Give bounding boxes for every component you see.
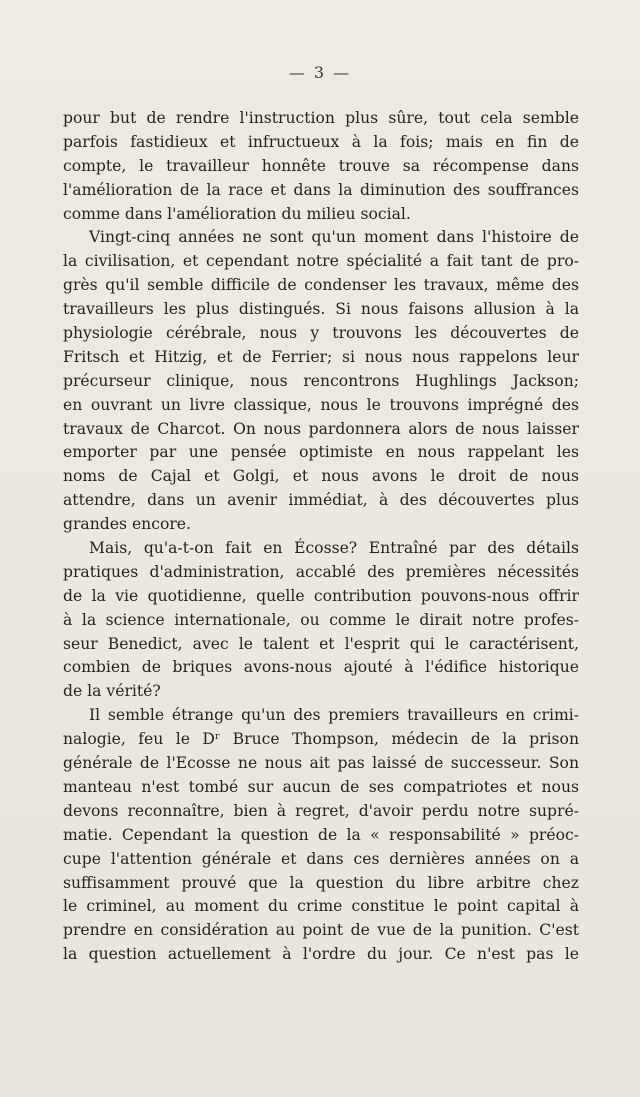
paragraph — [63, 704, 579, 967]
text-line: combien de briques avons-nous ajouté à l'édifice historique — [63, 658, 579, 677]
text-line: comme dans l'amélioration du milieu social. — [63, 204, 411, 223]
paragraph — [63, 226, 579, 537]
text-line: seur Benedict, avec le talent et l'esprit qui le caractérisent, — [63, 634, 579, 653]
text-line: parfois fastidieux et infructueux à la fois; mais en fin de — [63, 132, 579, 151]
text-line: à la science internationale, ou comme le dirait notre profes- — [63, 610, 579, 629]
text-line: noms de Cajal et Golgi, et nous avons le droit de nous — [63, 467, 579, 486]
text-line: cupe l'attention générale et dans ces dernières années on a — [63, 849, 579, 868]
text-line: pratiques d'administration, accablé des premières nécessités — [63, 562, 579, 581]
text-line: travaux de Charcot. On nous pardonnera alors de nous laisser — [63, 419, 579, 438]
text-line: précurseur clinique, nous rencontrons Hughlings Jackson; — [63, 371, 579, 390]
text-line: en ouvrant un livre classique, nous le trouvons imprégné des — [63, 395, 579, 414]
text-line: Mais, qu'a-t-on fait en Écosse? Entraîné par des détails — [89, 539, 579, 558]
text-line: la question actuellement à l'ordre du jour. Ce n'est pas le — [63, 945, 579, 964]
text-line: le criminel, au moment du crime constitue le point capital à — [63, 897, 579, 916]
text-line: Vingt-cinq années ne sont qu'un moment dans l'histoire de — [89, 228, 579, 247]
text-line: compte, le travailleur honnête trouve sa récompense dans — [63, 156, 579, 175]
text-line: devons reconnaître, bien à regret, d'avoir perdu notre supré- — [63, 801, 579, 820]
paragraph — [63, 107, 579, 226]
text-line: emporter par une pensée optimiste en nous rappelant les — [63, 443, 579, 462]
text-line: de la vérité? — [63, 682, 161, 701]
text-line: de la vie quotidienne, quelle contribution pouvons-nous offrir — [63, 586, 579, 605]
text-line: grandes encore. — [63, 515, 191, 534]
text-line: l'amélioration de la race et dans la diminution des souffrances — [63, 180, 579, 199]
text-line: suffisamment prouvé que la question du libre arbitre chez — [63, 873, 579, 892]
paragraph — [63, 537, 579, 704]
text-line: Fritsch et Hitzig, et de Ferrier; si nous nous rappelons leur — [63, 347, 579, 366]
text-line: Il semble étrange qu'un des premiers travailleurs en crimi- — [89, 706, 579, 725]
text-line: nalogie, feu le Dʳ Bruce Thompson, médecin de la prison — [63, 730, 579, 749]
text-line: matie. Cependant la question de la « responsabilité » préoc- — [63, 825, 579, 844]
text-line: physiologie cérébrale, nous y trouvons les découvertes de — [63, 324, 579, 343]
text-line: attendre, dans un avenir immédiat, à des découvertes plus — [63, 491, 579, 510]
text-line: travailleurs les plus distingués. Si nous faisons allusion à la — [63, 300, 579, 319]
text-line: manteau n'est tombé sur aucun de ses compatriotes et nous — [63, 777, 579, 796]
page-number: — 3 — — [288, 63, 352, 82]
text-line: la civilisation, et cependant notre spécialité a fait tant de pro- — [63, 252, 579, 271]
body-text — [63, 107, 579, 967]
text-line: prendre en considération au point de vue de la punition. C'est — [63, 921, 579, 940]
text-line: pour but de rendre l'instruction plus sûre, tout cela semble — [63, 109, 579, 127]
text-line: générale de l'Ecosse ne nous ait pas laissé de successeur. Son — [63, 754, 579, 773]
text-line: grès qu'il semble difficile de condenser les travaux, même des — [63, 276, 579, 295]
